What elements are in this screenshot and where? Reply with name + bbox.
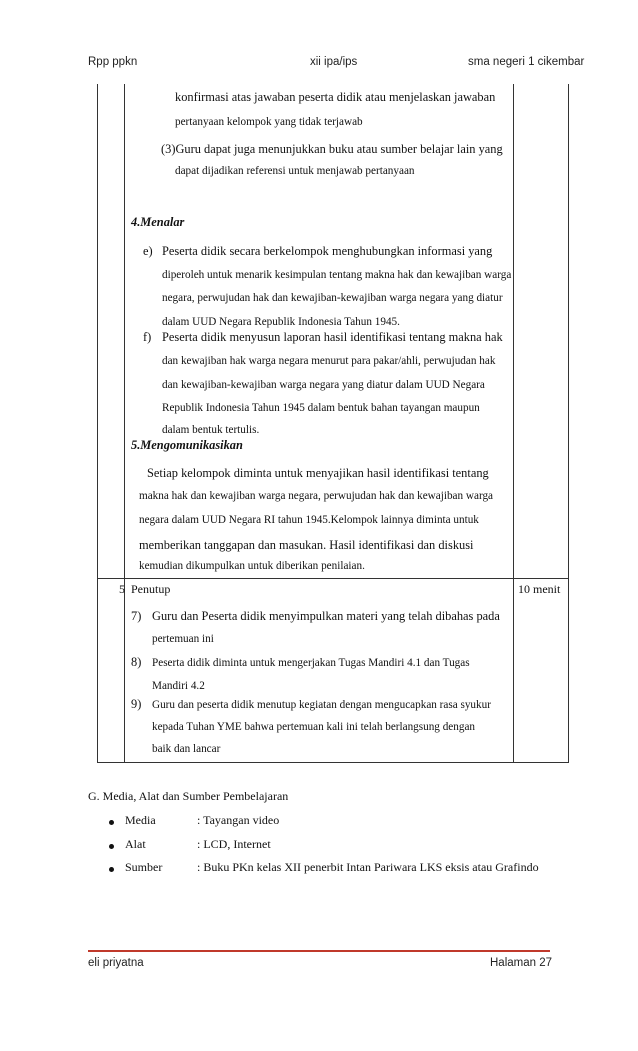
mengomunikasikan-heading: 5.Mengomunikasikan bbox=[131, 438, 243, 452]
komunikasi-line-3: negara dalam UUD Negara RI tahun 1945.Kelompok lainnya diminta untuk bbox=[139, 514, 479, 526]
alat-value: : LCD, Internet bbox=[197, 837, 271, 851]
footer-left: eli priyatna bbox=[88, 957, 144, 969]
sumber-value: : Buku PKn kelas XII penerbit Intan Pariwara LKS eksis atau Grafindo bbox=[197, 860, 539, 874]
item-f-line-5: dalam bentuk tertulis. bbox=[162, 424, 260, 436]
item-e-marker: e) bbox=[143, 244, 153, 258]
header-right: sma negeri 1 cikembar bbox=[468, 56, 585, 68]
footer-right: Halaman 27 bbox=[490, 957, 553, 969]
bullet-icon bbox=[109, 844, 114, 849]
item-e-line-1: Peserta didik secara berkelompok menghubungkan informasi yang bbox=[162, 244, 493, 258]
item-7-marker: 7) bbox=[131, 609, 142, 623]
intro-line-3: (3)Guru dapat juga menunjukkan buku atau sumber belajar lain yang bbox=[161, 142, 503, 156]
komunikasi-line-2: makna hak dan kewajiban warga negara, perwujudan hak dan kewajiban warga bbox=[139, 490, 494, 502]
item-7-line-1: Guru dan Peserta didik menyimpulkan materi yang telah dibahas pada bbox=[152, 609, 500, 623]
item-8-marker: 8) bbox=[131, 655, 142, 669]
item-f-line-2: dan kewajiban hak warga negara menurut para pakar/ahli, perwujudan hak bbox=[162, 355, 496, 367]
item-f-line-1: Peserta didik menyusun laporan hasil identifikasi tentang makna hak bbox=[162, 330, 503, 344]
intro-line-2: pertanyaan kelompok yang tidak terjawab bbox=[175, 116, 363, 128]
item-9-line-2: kepada Tuhan YME bahwa pertemuan kali ini telah berlangsung dengan bbox=[152, 721, 476, 733]
media-label: Media bbox=[125, 813, 156, 827]
item-f-marker: f) bbox=[143, 330, 152, 344]
item-e-line-3: negara, perwujudan hak dan kewajiban-kewajiban warga negara yang diatur bbox=[162, 292, 503, 304]
item-e-line-2: diperoleh untuk menarik kesimpulan tentang makna hak dan kewajiban warga bbox=[162, 269, 512, 281]
penutup-number: 5 bbox=[119, 582, 125, 596]
section-g-heading: G. Media, Alat dan Sumber Pembelajaran bbox=[88, 789, 289, 803]
bullet-icon bbox=[109, 820, 114, 825]
item-7-line-2: pertemuan ini bbox=[152, 633, 214, 645]
item-8-line-2: Mandiri 4.2 bbox=[152, 680, 205, 692]
komunikasi-line-4: memberikan tanggapan dan masukan. Hasil identifikasi dan diskusi bbox=[139, 538, 474, 552]
bullet-icon bbox=[109, 867, 114, 872]
header-left: Rpp ppkn bbox=[88, 56, 138, 68]
item-9-marker: 9) bbox=[131, 697, 142, 711]
intro-line-4: dapat dijadikan referensi untuk menjawab pertanyaan bbox=[175, 165, 415, 177]
item-9-line-1: Guru dan peserta didik menutup kegiatan dengan mengucapkan rasa syukur bbox=[152, 699, 491, 711]
intro-line-1: konfirmasi atas jawaban peserta didik atau menjelaskan jawaban bbox=[175, 90, 496, 104]
item-9-line-3: baik dan lancar bbox=[152, 743, 221, 755]
menalar-heading: 4.Menalar bbox=[131, 215, 185, 229]
item-f-line-4: Republik Indonesia Tahun 1945 dalam bentuk bahan tayangan maupun bbox=[162, 402, 480, 414]
alat-label: Alat bbox=[125, 837, 146, 851]
komunikasi-line-5: kemudian dikumpulkan untuk diberikan penilaian. bbox=[139, 560, 365, 572]
header-center: xii ipa/ips bbox=[310, 56, 358, 68]
footer-divider bbox=[88, 950, 550, 952]
penutup-title: Penutup bbox=[131, 582, 171, 596]
item-8-line-1: Peserta didik diminta untuk mengerjakan Tugas Mandiri 4.1 dan Tugas bbox=[152, 657, 470, 669]
item-f-line-3: dan kewajiban-kewajiban warga negara yang diatur dalam UUD Negara bbox=[162, 379, 485, 391]
penutup-time: 10 menit bbox=[518, 582, 561, 596]
item-e-line-4: dalam UUD Negara Republik Indonesia Tahun 1945. bbox=[162, 316, 400, 328]
komunikasi-line-1: Setiap kelompok diminta untuk menyajikan hasil identifikasi tentang bbox=[147, 466, 489, 480]
media-value: : Tayangan video bbox=[197, 813, 280, 827]
sumber-label: Sumber bbox=[125, 860, 163, 874]
